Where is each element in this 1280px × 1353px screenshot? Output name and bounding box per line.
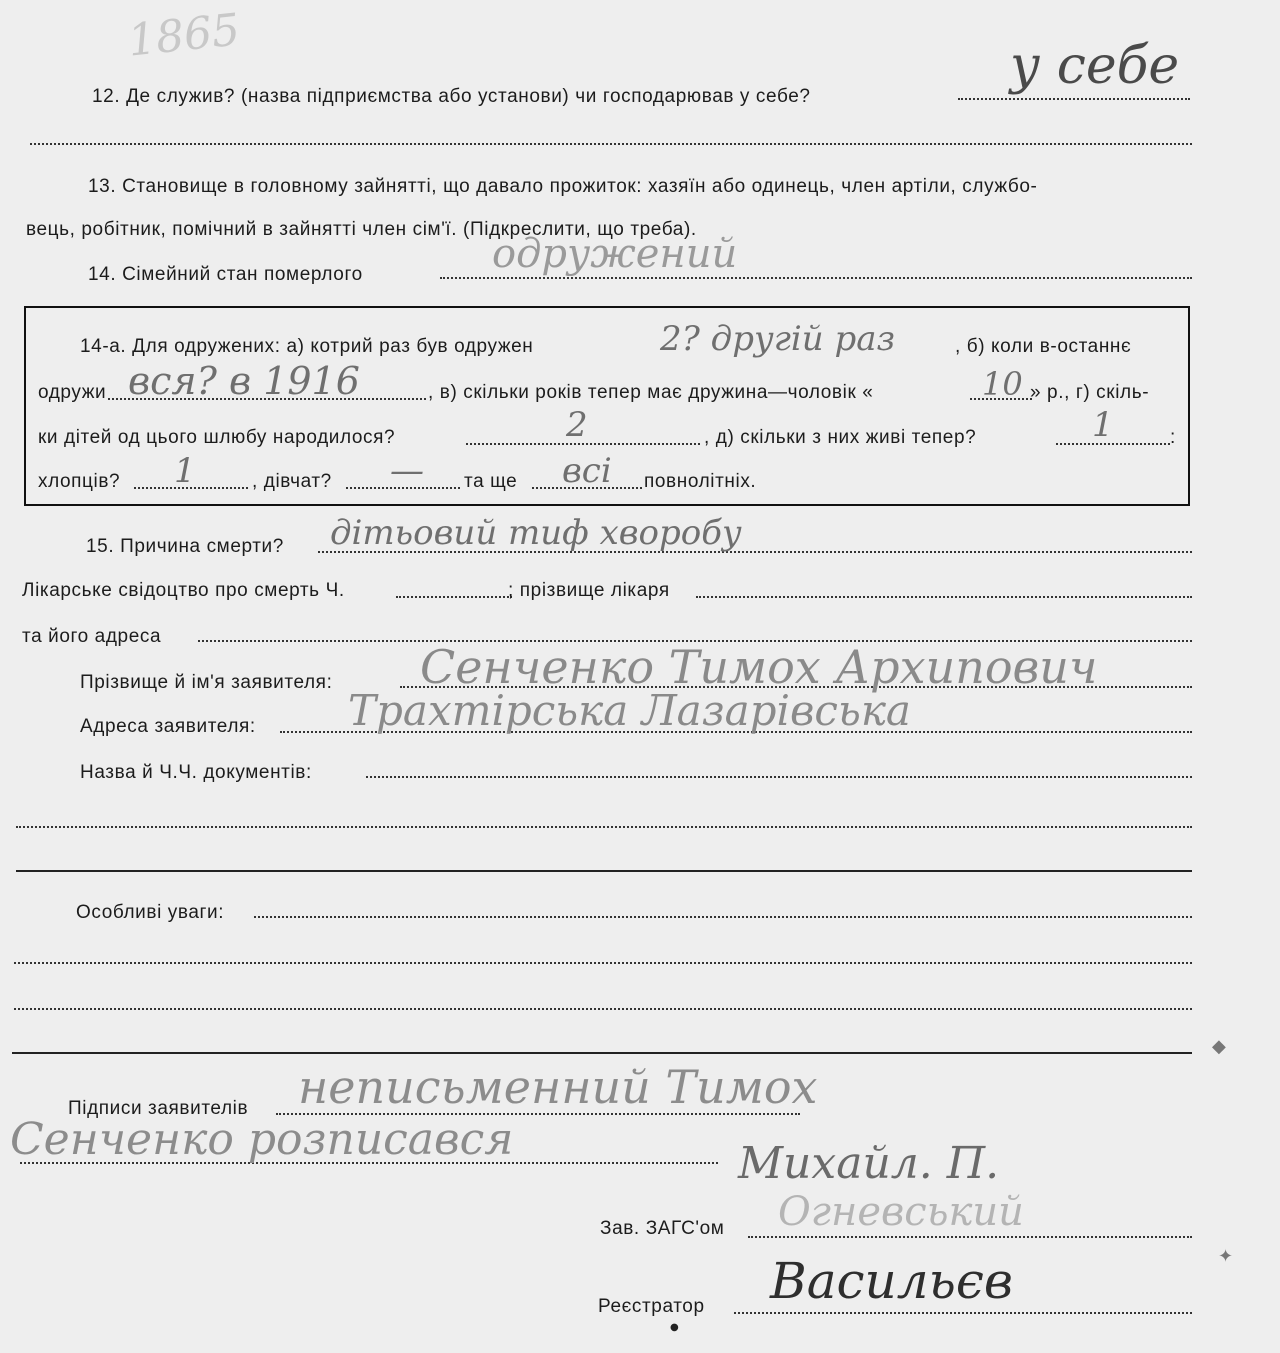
q14a-boys: 1 [174,451,196,491]
q14a-line3-mid: , д) скільки з них живі тепер? [704,427,977,448]
remarks-line-3 [14,1008,1192,1010]
q14a-times-married: 2? другій раз [660,319,896,359]
q14a-more: всі [562,451,612,491]
q14a-line1-prefix: 14-а. Для одружених: а) котрий раз був одружен [80,336,534,357]
q14a-line2-prefix: одружи [38,382,107,403]
q14a-when-married: вся? в 1916 [128,359,360,403]
remarks-label: Особливі уваги: [76,902,225,923]
signatures-label: Підписи заявителів [68,1098,249,1119]
q12-answer-line [958,98,1190,100]
paper-hole-mark: ◆ [1212,1036,1226,1057]
doctor-name-line [696,596,1192,598]
q14a-more-label: та ще [464,471,518,492]
q12-label: 12. Де служив? (назва підприємства або установи) чи господарював у себе? [92,86,811,107]
q12-answer: у себе [1010,36,1180,96]
applicant-address: Трахтірська Лазарівська [348,686,911,735]
doctor-address-label: та його адреса [22,626,162,647]
registrar-label: Реєстратор [598,1296,705,1317]
doctor-name-label: ; прізвище лікаря [508,580,670,601]
q14a-children-born: 2 [566,405,588,445]
q14a-adults-label: повнолітніх. [644,471,757,492]
q14a-children-alive: 1 [1092,405,1114,445]
witness-signature: Михайл. П. [738,1138,1000,1189]
q12-continuation-line [30,143,1192,145]
q14a-line2-mid: , в) скільки років тепер має дружина—чоловік « [428,382,874,403]
medical-certificate-label: Лікарське свідоцтво про смерть Ч. [22,580,345,601]
q13-line2: вець, робітник, помічний в зайнятті член сім'ї. (Підкреслити, що треба). [26,219,697,240]
documents-line [366,776,1192,778]
paper-dot: ● [670,1322,679,1333]
q14-answer-line [440,277,1192,279]
documents-label: Назва й Ч.Ч. документів: [80,762,312,783]
q14a-line3-suffix: : [1170,427,1176,448]
q13-line1: 13. Становище в головному зайнятті, що давало прожиток: хазяїн або одинець, член артіли, службо- [88,176,1038,197]
q14-label: 14. Сімейний стан померлого [88,264,363,285]
paper-mark-right: ✦ [1218,1246,1234,1267]
q14a-girls: — [390,451,424,491]
zags-head-label: Зав. ЗАГС'ом [600,1218,725,1239]
section-divider-2 [12,1052,1192,1054]
q14a-line3-prefix: ки дітей од цього шлюбу народилося? [38,427,396,448]
q14a-boys-label: хлопців? [38,471,121,492]
q14a-girls-label: , дівчат? [252,471,332,492]
q14a-line2-suffix: » р., г) скіль- [1030,382,1150,403]
q14a-spouse-age: 10 [982,365,1023,403]
section-divider-1 [16,870,1192,872]
q15-label: 15. Причина смерти? [86,536,284,557]
remarks-line-1 [254,916,1192,918]
q14a-line1-suffix: , б) коли в-останнє [955,336,1132,357]
archive-mark: 1865 [125,4,243,67]
q15-answer: дітьовий тиф хворобу [330,513,742,553]
medical-number-line [396,596,512,598]
zags-head-signature: Огневський [778,1189,1024,1235]
remarks-line-2 [14,962,1192,964]
zags-head-line [748,1236,1192,1238]
registrar-signature: Васильєв [770,1252,1013,1310]
applicant-address-label: Адреса заявителя: [80,716,256,737]
applicant-signature-2: Сенченко розписався [10,1114,514,1165]
applicant-name-label: Прізвище й ім'я заявителя: [80,672,333,693]
applicant-signature-1: неписьменний Тимох [298,1060,818,1114]
registrar-line [734,1312,1192,1314]
documents-line-2 [16,826,1192,828]
q14-answer: одружений [492,231,738,277]
applicant-name: Сенченко Тимох Архипович [420,640,1098,694]
